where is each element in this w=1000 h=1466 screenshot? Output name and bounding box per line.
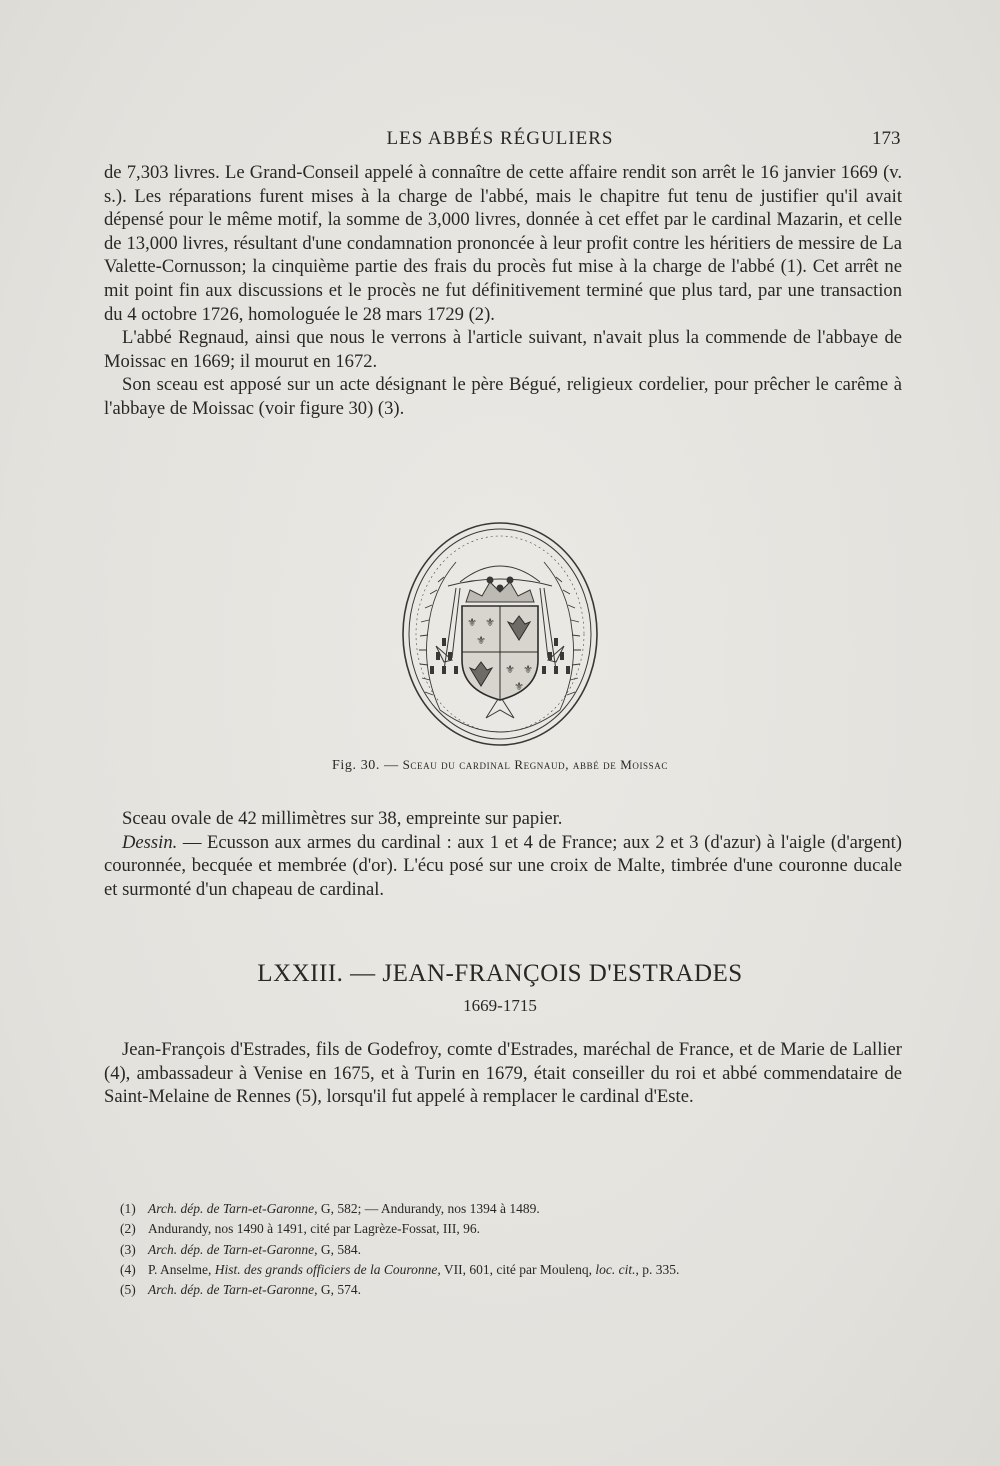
dessin-label: Dessin. (122, 831, 178, 853)
section-title: LXXIII. — JEAN-FRANÇOIS D'ESTRADES (257, 960, 743, 987)
seal-design (104, 831, 902, 902)
dessin-text: — Ecusson aux armes du cardinal : aux 1 et 4 de France; aux 2 et 3 (d'azur) à l'aigle (d'argent) couronnée, becquée et membrée (d'or). L'écu posé sur une croix de Malte, timbrée d'une couronne ducale et surmonté d'un chapeau de cardinal. (104, 831, 902, 900)
seal-description (104, 807, 902, 901)
footnote (120, 1199, 920, 1219)
running-head: LES ABBÉS RÉGULIERS (386, 128, 614, 149)
svg-text:⚜: ⚜ (514, 680, 524, 693)
footnote-source: Hist. des grands officiers de la Couronne, (214, 1261, 441, 1277)
seal-illustration (400, 520, 600, 748)
body-text-section (104, 1038, 902, 1109)
footnote (120, 1240, 920, 1260)
svg-text:⚜: ⚜ (485, 616, 495, 629)
paragraph: L'abbé Regnaud, ainsi que nous le verrons à l'article suivant, n'avait plus la commende de l'abbaye de Moissac en 1669; il mourut en 1672. (104, 327, 902, 372)
body-text-top (104, 161, 902, 421)
footnote-number: (3) (120, 1241, 136, 1257)
figure-label: Fig. 30. — (332, 758, 399, 773)
footnote-text: G, 574. (317, 1282, 361, 1298)
paragraph: Jean-François d'Estrades, fils de Godefroy, comte d'Estrades, maréchal de France, et de Marie de Lallier (4), ambassadeur à Venise en 1675, et à Turin en 1679, était conseiller du roi et abbé commendataire de Saint-Melaine de Rennes (5), lorsqu'il fut appelé à remplacer le cardinal d'Este. (104, 1039, 902, 1108)
footnotes (120, 1199, 920, 1300)
section-dates: 1669-1715 (463, 996, 537, 1015)
footnote-text: G, 582; — Andurandy, nos 1394 à 1489. (317, 1201, 540, 1216)
footnote (120, 1260, 920, 1280)
footnote-text: Andurandy, nos 1490 à 1491, cité par Lagrèze-Fossat, III, 96. (148, 1221, 481, 1237)
footnote-text: P. Anselme, (148, 1261, 215, 1277)
footnote-text: G, 584. (317, 1241, 361, 1257)
footnote-text: , p. 335. (635, 1261, 680, 1277)
svg-text:⚜: ⚜ (523, 663, 533, 676)
footnote-source: Arch. dép. de Tarn-et-Garonne, (148, 1201, 318, 1216)
figure-caption (0, 757, 1000, 774)
footnote (120, 1280, 920, 1300)
footnote-number: (4) (120, 1261, 136, 1277)
footnote-source: Arch. dép. de Tarn-et-Garonne, (148, 1241, 318, 1257)
footnote (120, 1219, 920, 1239)
svg-text:⚜: ⚜ (476, 634, 486, 647)
paragraph: de 7,303 livres. Le Grand-Conseil appelé à connaître de cette affaire rendit son arrêt le 16 janvier 1669 (v. s.). Les réparations furent mises à la charge de l'abbé, mais le chapitre fut tenu de justifier qu'il avait dépensé pour le même motif, la somme de 3,000 livres, donnée à cet effet par le cardinal Mazarin, et celle de 13,000 livres, résultant d'une condamnation prononcée à leur profit contre les héritiers de messire de La Valette-Cornusson; la cinquième partie des frais du procès fut mise à la charge de l'abbé (1). Cet arrêt ne mit point fin aux discussions et le procès ne fut définitivement terminé que plus tard, par une transaction du 4 octobre 1726, homologuée le 28 mars 1729 (2). (104, 162, 902, 325)
footnote-text: VII, 601, cité par Moulenq, (440, 1261, 596, 1277)
footnote-number: (5) (120, 1282, 136, 1298)
svg-text:⚜: ⚜ (467, 616, 477, 629)
svg-text:⚜: ⚜ (505, 663, 515, 676)
footnote-source: loc. cit. (595, 1261, 636, 1277)
seal-dimensions: Sceau ovale de 42 millimètres sur 38, empreinte sur papier. (122, 808, 563, 829)
figure-caption-text: Sceau du cardinal Regnaud, abbé de Moissac (402, 757, 668, 772)
footnote-source: Arch. dép. de Tarn-et-Garonne, (148, 1282, 318, 1298)
footnote-number: (1) (120, 1201, 136, 1216)
page-number: 173 (872, 128, 901, 149)
paragraph: Son sceau est apposé sur un acte désignant le père Bégué, religieux cordelier, pour prêcher le carême à l'abbaye de Moissac (voir figure 30) (3). (104, 374, 902, 419)
footnote-number: (2) (120, 1221, 136, 1237)
